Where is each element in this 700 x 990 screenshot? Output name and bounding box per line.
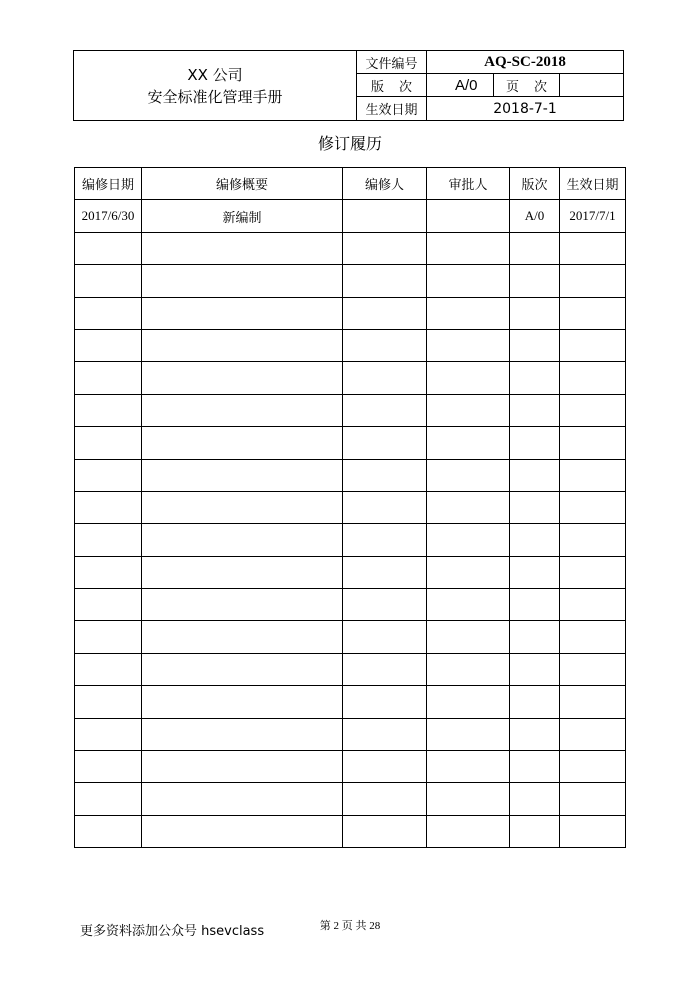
cell-effective-date [560,394,626,426]
cell-version [510,621,560,653]
page-label-part1: 页 [506,79,520,95]
table-row [75,394,626,426]
cell-version [510,556,560,588]
cell-edit-date [75,427,142,459]
cell-editor [343,394,427,426]
cell-approver [427,459,510,491]
cell-version [510,751,560,783]
cell-approver [427,232,510,264]
cell-editor [343,297,427,329]
page-label-part2: 次 [533,79,547,95]
cell-approver [427,329,510,361]
cell-edit-date [75,653,142,685]
cell-approver [427,427,510,459]
cell-effective-date [560,653,626,685]
table-row [75,200,626,232]
doc-number-row [357,51,623,74]
cell-approver [427,297,510,329]
cell-approver [427,621,510,653]
page-value [560,74,623,96]
cell-approver [427,751,510,783]
header-approver: 审批人 [427,168,510,200]
table-row [75,427,626,459]
cell-approver [427,265,510,297]
header-summary: 编修概要 [142,168,343,200]
cell-effective-date [560,524,626,556]
doc-number-value: AQ-SC-2018 [484,53,566,70]
cell-approver [427,653,510,685]
header-effective-date: 生效日期 [560,168,626,200]
cell-effective-date [560,362,626,394]
cell-effective-date [560,718,626,750]
page-label [494,74,560,96]
cell-summary [142,653,343,685]
cell-summary: 新编制 [142,200,343,232]
cell-edit-date [75,751,142,783]
cell-effective-date [560,686,626,718]
cell-edit-date [75,362,142,394]
cell-summary [142,427,343,459]
cell-version: A/0 [510,200,560,232]
cell-summary [142,232,343,264]
cell-summary [142,265,343,297]
table-row [75,589,626,621]
version-row [357,74,623,97]
version-label-part1: 版 [371,79,385,95]
cell-approver [427,556,510,588]
cell-version [510,394,560,426]
cell-summary [142,394,343,426]
cell-effective-date [560,297,626,329]
table-row [75,621,626,653]
table-row [75,815,626,847]
cell-summary [142,297,343,329]
cell-editor [343,265,427,297]
cell-editor [343,815,427,847]
table-row [75,524,626,556]
cell-summary [142,783,343,815]
cell-summary [142,686,343,718]
cell-effective-date [560,589,626,621]
table-row [75,265,626,297]
cell-version [510,491,560,523]
cell-editor [343,427,427,459]
table-row [75,491,626,523]
cell-edit-date [75,783,142,815]
cell-editor [343,232,427,264]
page-title: 修订履历 [317,134,382,153]
effective-date-label: 生效日期 [357,97,427,120]
cell-summary [142,491,343,523]
cell-summary [142,556,343,588]
cell-effective-date [560,232,626,264]
cell-editor [343,556,427,588]
revision-history-table [74,167,626,848]
cell-editor [343,362,427,394]
cell-edit-date [75,265,142,297]
doc-number-label: 文件编号 [357,51,427,73]
version-value: A/0 [427,74,494,96]
cell-editor [343,524,427,556]
cell-version [510,232,560,264]
cell-approver [427,362,510,394]
version-label [357,74,427,96]
cell-version [510,653,560,685]
cell-effective-date [560,329,626,361]
header-edit-date: 编修日期 [75,168,142,200]
cell-version [510,265,560,297]
cell-edit-date [75,491,142,523]
cell-editor [343,783,427,815]
cell-version [510,815,560,847]
table-row [75,297,626,329]
cell-approver [427,783,510,815]
table-body [75,200,626,848]
cell-editor [343,686,427,718]
cell-edit-date [75,232,142,264]
header-editor: 编修人 [343,168,427,200]
cell-version [510,427,560,459]
cell-version [510,329,560,361]
table-row [75,751,626,783]
table-row [75,232,626,264]
table-row [75,329,626,361]
cell-edit-date [75,394,142,426]
cell-summary [142,524,343,556]
effective-date-row [357,97,623,120]
cell-effective-date [560,265,626,297]
cell-approver [427,589,510,621]
cell-edit-date [75,621,142,653]
cell-effective-date [560,621,626,653]
cell-effective-date [560,459,626,491]
cell-editor [343,653,427,685]
version-label-part2: 次 [398,79,412,95]
cell-effective-date [560,815,626,847]
manual-title: 安全标准化管理手册 [147,87,283,106]
cell-approver [427,815,510,847]
cell-version [510,686,560,718]
cell-edit-date [75,589,142,621]
table-header-row [75,168,626,200]
table-row [75,686,626,718]
cell-edit-date [75,718,142,750]
cell-summary [142,589,343,621]
cell-summary [142,621,343,653]
table-row [75,783,626,815]
cell-effective-date [560,751,626,783]
table-row [75,556,626,588]
cell-edit-date [75,524,142,556]
cell-editor [343,491,427,523]
cell-version [510,524,560,556]
cell-effective-date: 2017/7/1 [560,200,626,232]
cell-editor [343,621,427,653]
cell-effective-date [560,783,626,815]
cell-editor [343,589,427,621]
table-row [75,653,626,685]
cell-edit-date: 2017/6/30 [75,200,142,232]
table-row [75,362,626,394]
footer-page-info: 第 2 页 共 28 [319,920,381,932]
cell-summary [142,362,343,394]
cell-version [510,362,560,394]
cell-summary [142,329,343,361]
cell-edit-date [75,329,142,361]
cell-edit-date [75,459,142,491]
cell-summary [142,459,343,491]
cell-summary [142,815,343,847]
cell-editor [343,751,427,783]
cell-summary [142,751,343,783]
footer-note: 更多资料添加公众号 hsevclass [80,924,265,939]
header-version: 版次 [510,168,560,200]
cell-approver [427,394,510,426]
cell-approver [427,491,510,523]
cell-version [510,589,560,621]
cell-approver [427,686,510,718]
table-row [75,459,626,491]
cell-version [510,459,560,491]
cell-edit-date [75,556,142,588]
cell-version [510,783,560,815]
cell-edit-date [75,815,142,847]
company-block [74,51,357,120]
cell-approver [427,524,510,556]
effective-date-value: 2018-7-1 [493,100,557,117]
cell-approver [427,718,510,750]
cell-edit-date [75,297,142,329]
cell-summary [142,718,343,750]
cell-editor [343,459,427,491]
cell-editor [343,329,427,361]
company-name: XX 公司 [187,65,243,84]
cell-version [510,718,560,750]
cell-effective-date [560,556,626,588]
cell-approver [427,200,510,232]
cell-effective-date [560,491,626,523]
document-header [73,50,624,121]
cell-edit-date [75,686,142,718]
cell-editor [343,718,427,750]
cell-editor [343,200,427,232]
cell-effective-date [560,427,626,459]
cell-version [510,297,560,329]
table-row [75,718,626,750]
document-meta [357,51,623,120]
